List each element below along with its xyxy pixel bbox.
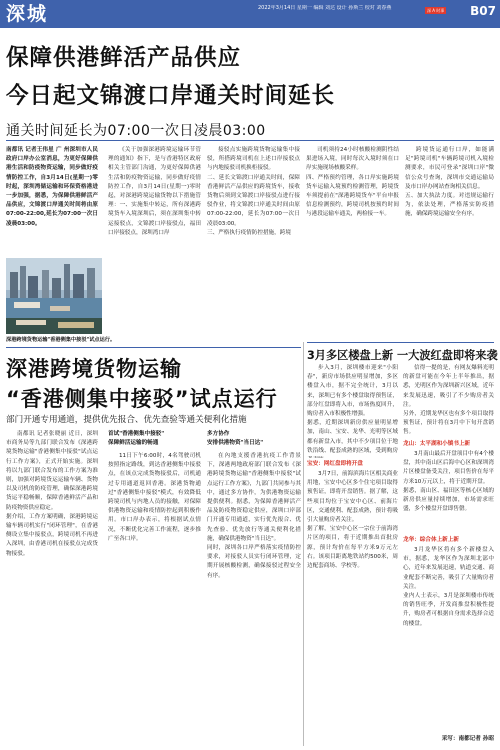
section-name: 深城 <box>6 3 49 25</box>
story2-headline-line1: 深港跨境货物运输 <box>6 357 182 381</box>
story2-column-1: 南都讯 记者张晓丽 近日，深圳市商务局等九部门联合发布《深港跨境货物运输"香港侧集中接驳"试点运行工作方案》，正式开始实施。深圳将以九部门联合发布的工作方案为准则，加强对跨境货运运输车辆、货物以及司机的防疫管理，确保深港跨境货运平稳畅顺，保障香港鲜活产品和防疫物资供应稳定。 据介绍，工作方案明确，深港跨境运输车辆司机实行"闭环管理"，在香港侧设立集中接驳点，跨境司机不再进入深圳，由香港司机在接驳点完成货物接驳。 <box>6 431 98 557</box>
story2-column-3: 在內地支援香港抗疫工作背景下，深港两地政府部门联合发布《深港跨境货物运输"香港侧集中接驳"试点运行工作方案》，九部门共同参与其中，通过多方协作，为供港物资运输提供便利。据悉，为保障香港鲜活产品及防疫物资稳定供应，深圳口岸部门开通专用通道，实行优先报合、优先查验、优先放行等通关便利化措施，确保供港物资"当日达"。 同时，深圳各口岸严格落实疫情防控要求，对接驳人员实行闭环管理，定期开展核酸检测，确保接驳过程安全有序。 <box>207 453 301 579</box>
lead-rule <box>6 140 494 141</box>
right-story-rule <box>307 342 494 343</box>
story2-subhead-b: 保障鲜活运输的畅通 <box>108 440 159 446</box>
lead-photo-caption: 深港跨境货物运输"香港侧集中接驳"试点运行。 <box>6 337 116 343</box>
lead-column-1: 南都讯 记者王伟星 广 州深圳市人民政府口岸办公室消息，为更好保障供港生活和防疫物资运输，同步做好疫情防控工作，自3月14日(星期一)零时起，深圳湾储运输和环保资格港进一步加强，据悉，为保障供港鲜活产品供应，文锦渡口岸通关时间将由原07:00-22:00,延长为07:00一次日凌晨03:00。 <box>6 147 98 227</box>
story2-section-header-a <box>108 430 201 448</box>
lead-photo <box>6 258 102 334</box>
right-column-1: 步入3月，深圳楼市迎来"小阳春"，新房市场供应明显增加，多区楼盘入市，据不完全统计，3月以来，深圳已有多个楼盘取得预售证，部分红盘即将入市，市场热度回升，购房者入市积极性增强。 据悉，近期深圳新房供应量明显增加，南山、宝安、龙华、光明等区域都有新盘入市，其中不少项目位于地铁沿线、配套成熟的区域，受到购房 <box>307 365 398 454</box>
lead-headline-line2: 今日起文锦渡口岸通关时间延长 <box>6 83 336 109</box>
story2-section-header-b <box>207 430 301 448</box>
right-column-3: 信得一提的是，有网友爆料光明的新盘可能在今年上半年推出，据悉，光明区作为深圳新兴区域，近年来发展迅速，吸引了不少购房者关注。 另外，近期龙华区也有多个项目取得预售证，预计将在3月中下旬开盘销售。 <box>403 365 494 436</box>
harbor-skyline-photo <box>6 258 102 334</box>
right-subhead-c: 龙华：综合体上新上新 <box>403 537 459 543</box>
issue-meta: 2022年3月14日 星期一 编辑 刘达 设计 孙斯兰 校对 刘春燕 <box>258 5 392 11</box>
story2-subhead-a: 首试"香港侧集中接驳" <box>108 431 165 437</box>
right-story-headline: 3月多区楼盘上新 一大波红盘即将来袭 <box>307 349 498 362</box>
story2-subtitle: 部门开通专用通道，提供优先报合、优先查验等通关便利化措施 <box>6 415 247 425</box>
right-subhead-b: 龙山：太平湖和小镇书上新 <box>403 441 471 447</box>
lead-headline-line1: 保障供港鲜活产品供应 <box>6 45 242 71</box>
lead-column-4: 司机须持24小时核酸检测阴性结果进场入境，同时每次入境时须在口岸实施现场核酸采样。 四、严格预约管理，各口岸实施跨境货车运输入境预约检测管理，跨境货车须提前在"深港跨境货车"平台申报信息检测预约，跨境司机按预约时间与港段运输车通关，两检接一车。 <box>306 147 399 218</box>
lead-column-2: 《关于加强深港跨境运输环节管理的通知》指下，是与香港特区政府相关主管部门沟通，为更好保障供港生活和防疫物资运输，同步做好疫情防控工作，自3月14日(星期一)零时起，对深港跨境运输货物以下措施管理：一、实施集中转运，所有深港跨境货车入境深圳后，须在深圳集中转运接驳点，文锦渡口岸接驳点，福田口岸接驳点，深圳湾口岸 <box>108 147 201 236</box>
section-badge: 深 A 时事 <box>427 8 445 13</box>
story2-column-2: 11日下午6:00时，4名驾驶司机按照指定路线，到达香港侧集中接驳点，在该点完成货物接驳后，司机通过专用通道返回香港。深港货物通过"香港侧集中接驳"模式，有效降低跨境司机与内地人员的接触，对保障供港物资运输和疫情防控起到积极作用。市口岸办表示，将根据试点情况，不断优化完善工作流程，逐步推广至各口岸。 <box>108 453 201 542</box>
right-byline: 采写：南都记者 孙昭 <box>441 736 494 742</box>
right-subhead-a: 宝安：网红盘即将开盘 <box>307 461 363 467</box>
lead-column-5: 跨境货运通行口岸，如能满足"跨境司机"车辆跨境司机入境检测要求，市民可登录"深圳口岸"微信公众号查询，深圳市交通运输局及市口岸办网站查询相关信息。 五、加大执法力度。对违规运输行为，依法处理，严格落实防疫措施，确保跨境运输安全有序。 <box>405 147 494 218</box>
lead-subtitle: 通关时间延长为07:00一次日凌晨03:00 <box>6 123 266 139</box>
story2-headline-line2: “香港侧集中接驳”试点运行 <box>6 387 278 411</box>
story2-subhead-c: 多方协作 <box>207 431 230 437</box>
right-column-4: 3月南山最后开盘项目中有4个楼盘，其中南山区后海中心区和深圳湾片区楼盘备受关注，项目售价在每平方米10万元以上，将于近期开盘。 据悉，南山区、福田区等核心区域的新房供应量持续增加，市场需求旺盛，多个楼盘开盘即售罄。 <box>403 451 494 513</box>
page-number: B07 <box>470 4 496 18</box>
right-column-2: 3月7日，前海滨海片区相关商业用地，宝安中心区多个住宅项目取得预售证，即将开盘销售。据了解，这些项目均位于宝安中心区、前海片区，交通便利、配套成熟，预计将吸引大量购房者关注。 据了解，宝安中心区一宗位于前海湾片区的项目，将于近期推出首批房源，预计均价在每平方米9万元左右。该项目距离地铁站约500米，周边配套商场、学校等。 <box>307 471 398 570</box>
story2-rule <box>6 347 301 348</box>
lead-column-3: 接驳点实施跨境货物运输集中接驳，所搭跨境司机在上述口岸接驳点与内地接驳司机换柜接驳。 二、延长文锦渡口岸通关时间，保障香港鲜活产品供应的跨境货车，接收货物后须到文锦渡口岸接驳点进行接驳作业，将文锦渡口岸通关时间由原07:00-22:00，延长为07:00一次日凌晨03:00。 三、严格执行疫情防控措施，跨境 <box>207 147 300 236</box>
right-column-5: 3月龙华区将有多个新楼盘入市，据悉，龙华区作为深圳北部中心，近年来发展迅速，轨道交通、商业配套不断完善，吸引了大量购房者关注。 业内人士表示，3月是深圳楼市传统的销售旺季，开发商推盘积极性提升，购房者可根据自身需求选择合适的楼盘。 <box>403 547 494 627</box>
story2-subhead-d: 安排供港物资"当日达" <box>207 440 264 446</box>
column-divider <box>303 342 304 746</box>
